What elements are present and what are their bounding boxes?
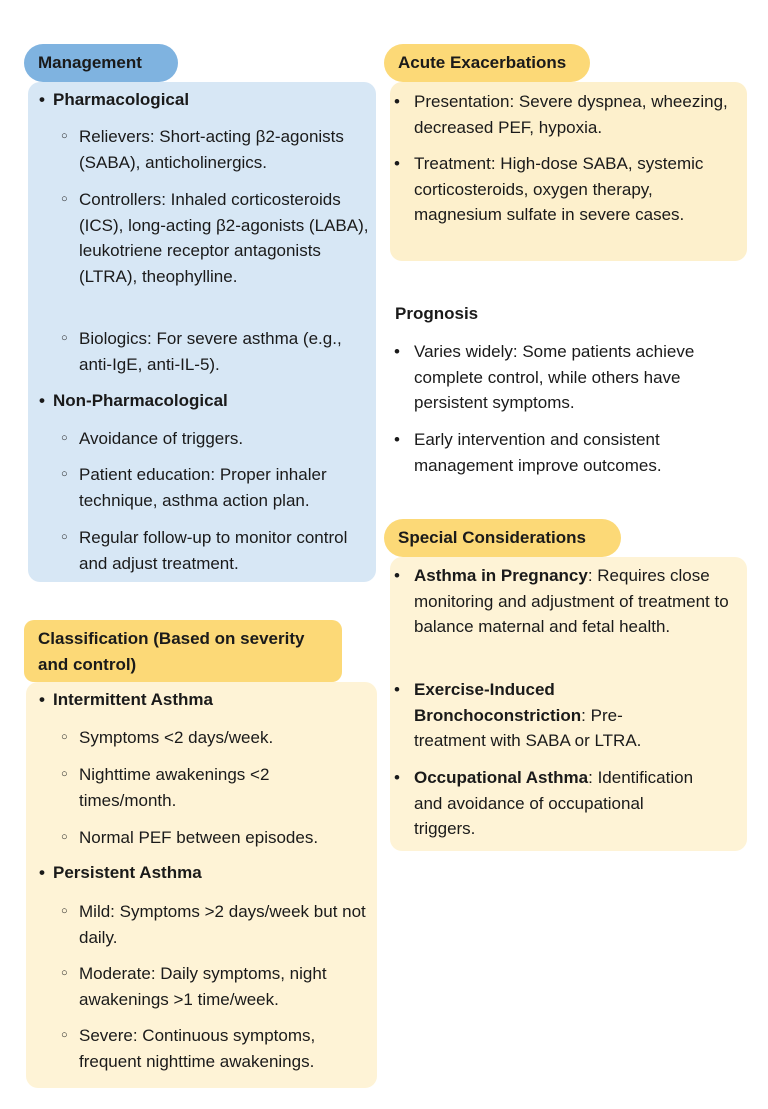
list-item: • Early intervention and consistent management improve outcomes. bbox=[414, 427, 724, 478]
bullet-icon: • bbox=[394, 342, 400, 361]
list-item: ○ Mild: Symptoms >2 days/week but not daily. bbox=[79, 899, 374, 950]
list-item: • Asthma in Pregnancy: Requires close monitoring and adjustment of treatment to balance maternal and fetal health. bbox=[414, 563, 734, 640]
bullet-icon: • bbox=[394, 430, 400, 449]
list-item: ○ Symptoms <2 days/week. bbox=[79, 725, 374, 751]
list-item: • Varies widely: Some patients achieve complete control, while others have persistent symptoms. bbox=[414, 339, 724, 416]
bullet-icon: • bbox=[394, 154, 400, 173]
circle-bullet-icon: ○ bbox=[61, 731, 68, 743]
classification-title: Classification (Based on severity and control) bbox=[24, 620, 342, 682]
special-title: Special Considerations bbox=[384, 519, 621, 557]
list-item: ○ Nighttime awakenings <2 times/month. bbox=[79, 762, 319, 813]
management-title: Management bbox=[24, 44, 178, 82]
list-item: • Occupational Asthma: Identification and avoidance of occupational triggers. bbox=[414, 765, 704, 842]
bullet-icon: • bbox=[394, 92, 400, 111]
pharmacological-heading: • Pharmacological bbox=[53, 90, 189, 110]
list-item: ○ Relievers: Short-acting β2-agonists (SABA), anticholinergics. bbox=[79, 124, 374, 175]
persistent-heading: • Persistent Asthma bbox=[53, 863, 202, 883]
list-item: ○ Severe: Continuous symptoms, frequent nighttime awakenings. bbox=[79, 1023, 374, 1074]
list-item: ○ Moderate: Daily symptoms, night awakenings >1 time/week. bbox=[79, 961, 374, 1012]
list-item: ○ Avoidance of triggers. bbox=[79, 426, 374, 452]
circle-bullet-icon: ○ bbox=[61, 768, 68, 780]
bullet-icon: • bbox=[394, 680, 400, 699]
circle-bullet-icon: ○ bbox=[61, 967, 68, 979]
circle-bullet-icon: ○ bbox=[61, 905, 68, 917]
circle-bullet-icon: ○ bbox=[61, 831, 68, 843]
acute-title: Acute Exacerbations bbox=[384, 44, 590, 82]
circle-bullet-icon: ○ bbox=[61, 468, 68, 480]
bullet-icon: • bbox=[394, 768, 400, 787]
circle-bullet-icon: ○ bbox=[61, 531, 68, 543]
list-item: ○ Biologics: For severe asthma (e.g., anti-IgE, anti-IL-5). bbox=[79, 326, 374, 377]
prognosis-title: Prognosis bbox=[395, 304, 479, 323]
list-item: ○ Regular follow-up to monitor control and adjust treatment. bbox=[79, 525, 359, 576]
list-item: • Exercise-Induced Bronchoconstriction: Pre-treatment with SABA or LTRA. bbox=[414, 677, 664, 754]
non-pharmacological-heading: • Non-Pharmacological bbox=[53, 391, 228, 411]
circle-bullet-icon: ○ bbox=[61, 1029, 68, 1041]
circle-bullet-icon: ○ bbox=[61, 432, 68, 444]
intermittent-heading: • Intermittent Asthma bbox=[53, 690, 213, 710]
list-item: • Presentation: Severe dyspnea, wheezing, decreased PEF, hypoxia. bbox=[414, 89, 734, 140]
list-item: ○ Controllers: Inhaled corticosteroids (ICS), long-acting β2-agonists (LABA), leukotriene receptor antagonists (LTRA), theophylline. bbox=[79, 187, 374, 289]
list-item: • Treatment: High-dose SABA, systemic corticosteroids, oxygen therapy, magnesium sulfate in severe cases. bbox=[414, 151, 739, 228]
list-item: ○ Patient education: Proper inhaler technique, asthma action plan. bbox=[79, 462, 374, 513]
circle-bullet-icon: ○ bbox=[61, 193, 68, 205]
bullet-icon: • bbox=[394, 566, 400, 585]
circle-bullet-icon: ○ bbox=[61, 332, 68, 344]
circle-bullet-icon: ○ bbox=[61, 130, 68, 142]
list-item: ○ Normal PEF between episodes. bbox=[79, 825, 374, 851]
